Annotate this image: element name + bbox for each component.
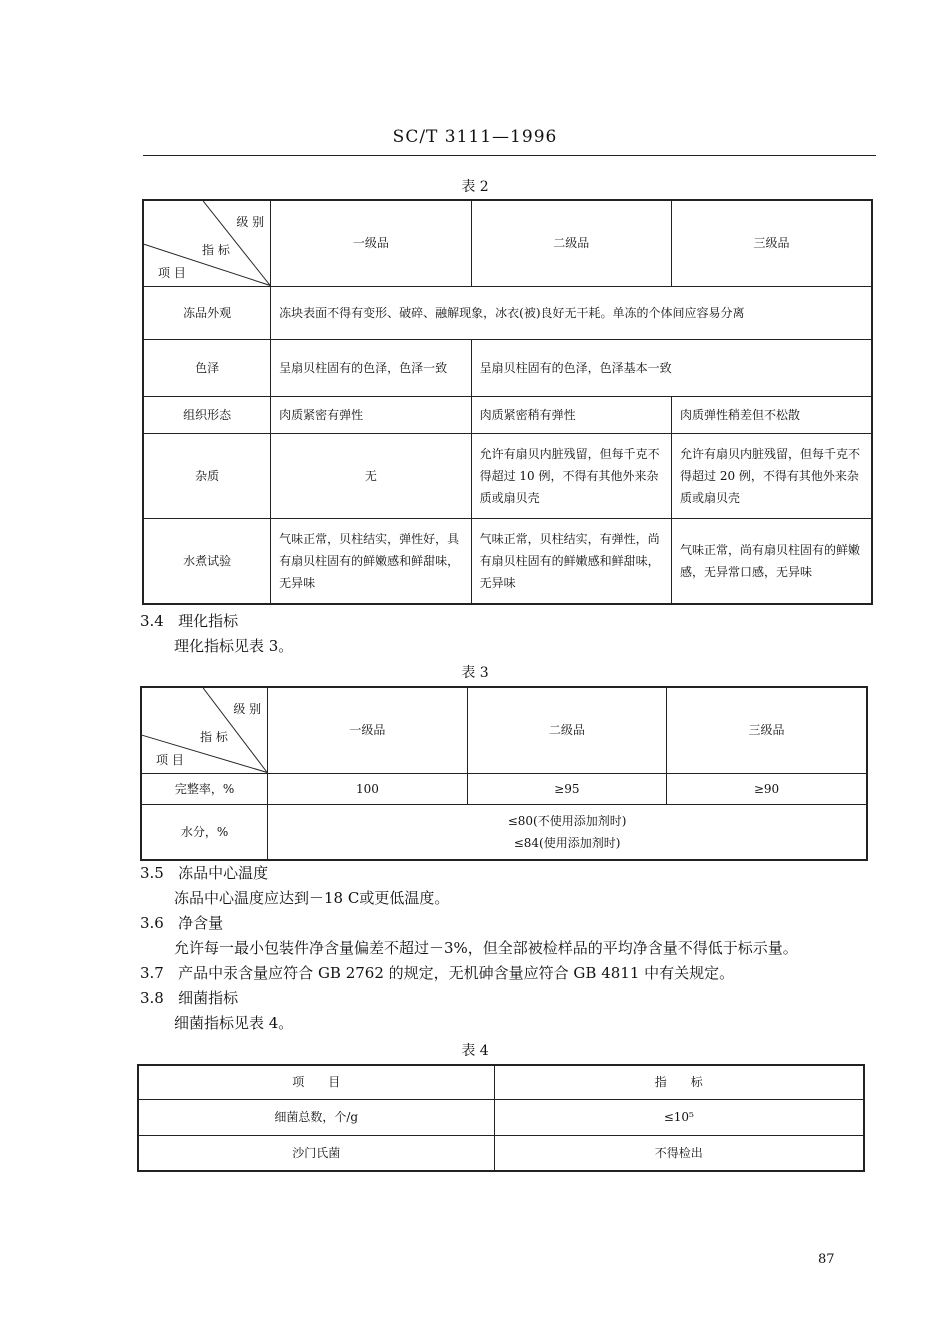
- section-3-5-heading: [140, 862, 268, 883]
- table-3: [140, 686, 868, 861]
- section-3-4-body: 理化指标见表 3。: [174, 637, 294, 655]
- boiling-label: 水煮试验: [143, 518, 271, 604]
- corner-index-label: 指 标: [200, 730, 228, 744]
- corner-grade-label: 级 别: [236, 215, 265, 229]
- moisture-value: [268, 804, 867, 860]
- corner-item-label: 项 目: [158, 266, 186, 280]
- table-row: [138, 1135, 864, 1171]
- section-3-5-body: 冻品中心温度应达到－18 C或更低温度。: [174, 889, 450, 907]
- corner-grade-label: 级 别: [233, 702, 262, 716]
- grade-1-header: 一级品: [268, 687, 467, 773]
- section-title: 净含量: [178, 914, 224, 932]
- moisture-line-2: ≤84(使用添加剂时): [513, 835, 621, 850]
- appearance-label: 冻品外观: [143, 286, 271, 339]
- section-number: 3.6: [140, 914, 164, 932]
- section-3-6-heading: [140, 912, 223, 933]
- integrity-grade1: 100: [268, 773, 467, 804]
- color-label: 色泽: [143, 339, 271, 396]
- boiling-grade3: 气味正常，尚有扇贝柱固有的鲜嫩感，无异常口感，无异味: [672, 518, 872, 604]
- grade-2-header: 二级品: [467, 687, 666, 773]
- boiling-grade2: 气味正常，贝柱结实，有弹性，尚有扇贝柱固有的鲜嫩感和鲜甜味，无异味: [471, 518, 671, 604]
- section-title: 冻品中心温度: [178, 864, 269, 882]
- salmonella-label: 沙门氏菌: [138, 1135, 494, 1171]
- section-body: 产品中汞含量应符合 GB 2762 的规定，无机砷含量应符合 GB 4811 中有关规定。: [178, 964, 735, 982]
- moisture-label: 水分，%: [141, 804, 268, 860]
- grade-3-header: 三级品: [667, 687, 867, 773]
- impurity-grade2: 允许有扇贝内脏残留，但每千克不得超过 10 例，不得有其他外来杂质或扇贝壳: [471, 433, 671, 518]
- standard-header: SC/T 3111—1996: [392, 127, 558, 147]
- section-3-7: [140, 962, 734, 983]
- section-number: 3.7: [140, 964, 164, 982]
- table-2: [142, 199, 873, 605]
- section-number: 3.5: [140, 864, 164, 882]
- salmonella-value: 不得检出: [494, 1135, 864, 1171]
- table-4: [137, 1064, 865, 1172]
- texture-grade1: 肉质紧密有弹性: [271, 396, 471, 433]
- integrity-grade2: ≥95: [467, 773, 666, 804]
- table3-corner-cell: [141, 687, 268, 773]
- integrity-label: 完整率，%: [141, 773, 268, 804]
- color-grade1: 呈扇贝柱固有的色泽，色泽一致: [271, 339, 471, 396]
- section-3-6-body: 允许每一最小包装件净含量偏差不超过－3%，但全部被检样品的平均净含量不得低于标示量。: [174, 939, 798, 957]
- table-row: [138, 1099, 864, 1135]
- bacteria-total-label: 细菌总数，个/g: [138, 1099, 494, 1135]
- section-3-8-body: 细菌指标见表 4。: [174, 1014, 294, 1032]
- page-number: 87: [818, 1252, 835, 1267]
- grade-1-header: 一级品: [271, 200, 471, 286]
- corner-index-label: 指 标: [202, 243, 230, 257]
- corner-item-label: 项 目: [156, 753, 184, 767]
- integrity-grade3: ≥90: [667, 773, 867, 804]
- bacteria-total-value: ≤10⁵: [494, 1099, 864, 1135]
- texture-label: 组织形态: [143, 396, 271, 433]
- table4-header-item: 项 目: [138, 1065, 494, 1099]
- color-grade23: 呈扇贝柱固有的色泽，色泽基本一致: [471, 339, 872, 396]
- impurity-label: 杂质: [143, 433, 271, 518]
- table2-corner-cell: [143, 200, 271, 286]
- moisture-line-1: ≤80(不使用添加剂时): [507, 813, 627, 828]
- header-rule: [143, 155, 876, 156]
- impurity-grade3: 允许有扇贝内脏残留，但每千克不得超过 20 例，不得有其他外来杂质或扇贝壳: [672, 433, 872, 518]
- table3-caption: 表 3: [461, 665, 489, 681]
- boiling-grade1: 气味正常，贝柱结实，弹性好，具有扇贝柱固有的鲜嫩感和鲜甜味，无异味: [271, 518, 471, 604]
- section-3-8-heading: [140, 987, 238, 1008]
- section-title: 细菌指标: [178, 989, 239, 1007]
- table4-header-index: 指 标: [494, 1065, 864, 1099]
- grade-2-header: 二级品: [471, 200, 671, 286]
- impurity-grade1: 无: [271, 433, 471, 518]
- section-title: 理化指标: [178, 612, 239, 630]
- section-3-4-heading: [140, 610, 238, 631]
- section-number: 3.8: [140, 989, 164, 1007]
- grade-3-header: 三级品: [672, 200, 872, 286]
- table4-caption: 表 4: [461, 1043, 489, 1059]
- table2-caption: 表 2: [461, 179, 489, 195]
- section-number: 3.4: [140, 612, 164, 630]
- texture-grade3: 肉质弹性稍差但不松散: [672, 396, 872, 433]
- texture-grade2: 肉质紧密稍有弹性: [471, 396, 671, 433]
- appearance-text: 冻块表面不得有变形、破碎、融解现象，冰衣(被)良好无干耗。单冻的个体间应容易分离: [271, 286, 872, 339]
